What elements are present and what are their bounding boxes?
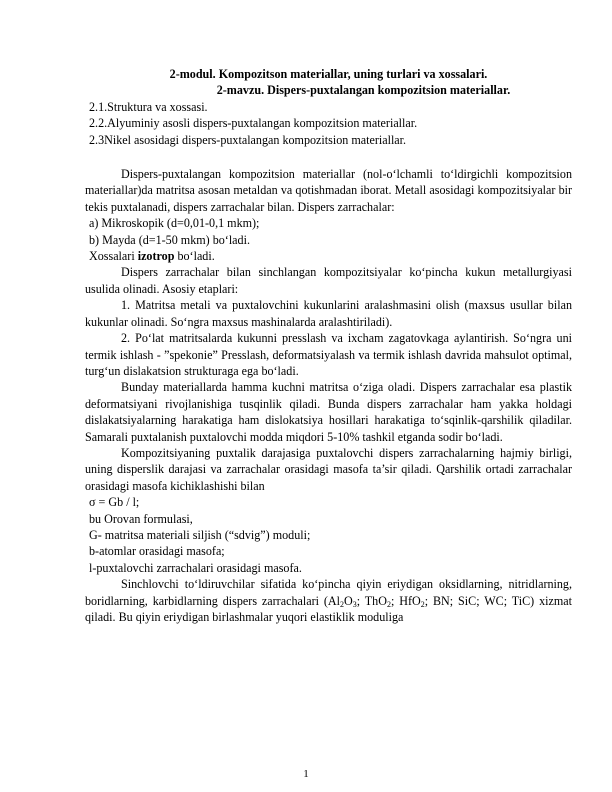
- topic-outline: [85, 99, 572, 148]
- outline-item: 2.2.Alyuminiy asosli dispers-puxtalangan kompozitsion materiallar.: [89, 116, 418, 131]
- orowan-formula: σ = Gb / l;: [89, 495, 140, 510]
- formula-var-l: l-puxtalovchi zarrachalari orasidagi masofa.: [89, 560, 302, 575]
- paragraph-fillers: [85, 576, 572, 625]
- formula-var-g: G- matritsa materiali siljish (“sdvig”) moduli;: [89, 527, 311, 542]
- fillers-text-a: Sinchlovchi to‘ldiruvchilar sifatida ko‘pincha qiyin eriydigan oksidlarning, nitridlarning, boridlarning, karbidlarning dispers zarrachalari (Al: [85, 577, 572, 608]
- list-item-small: b) Mayda (d=1-50 mkm) bo‘ladi.: [89, 232, 250, 247]
- properties-line: [85, 248, 572, 264]
- paragraph-intro: Dispers-puxtalangan kompozitsion materiallar (nol-o‘lchamli to‘ldirgichli kompozitsion materiallar)da matritsa asosan metaldan va qotishmadan iborat. Metall asosidagi kompozitsiyalar bir tekis puxtalanadi, dispers zarrachalar bilan. Dispers zarrachalar:: [85, 167, 572, 214]
- fillers-text-b: O: [344, 593, 353, 608]
- formula-note: bu Orovan formulasi,: [89, 511, 193, 526]
- paragraph-strengthening: Bunday materiallarda hamma kuchni matritsa o‘ziga oladi. Dispers zarrachalar esa plastik deformatsiyani rivojlanishiga tusqinlik qiladi. Bunda dispers zarrachalar ham yakka holdagi dislakatsiyalarning harakatiga ham dislokatsiya hosillari harakatiga to‘sqinlik-qarshilik qiladilar. Samarali puxtalanish puxtalovchi modda miqdori 5-10% tashkil etganda sodir bo‘ladi.: [85, 380, 572, 444]
- module-title: 2-modul. Kompozitson materiallar, uning turlari va xossalari.: [169, 67, 488, 81]
- fillers-text-e: ; BN; SiC; WC; TiC) xizmat qiladi. Bu qiyin eriydigan birlashmalar yuqori elastiklik moduliga: [85, 593, 572, 624]
- paragraph-step-1: 1. Matritsa metali va puxtalovchini kukunlarini aralashmasini olish (maxsus usullar bilan kukunlar olinadi. So‘ngra maxsus mashinalarda aralashtiriladi).: [85, 298, 572, 329]
- subscript: 2: [420, 599, 425, 609]
- list-item-microscopic: a) Mikroskopik (d=0,01-0,1 mkm);: [89, 216, 260, 231]
- paragraph-step-2: 2. Po‘lat matritsalarda kukunni presslash va ixcham zagatovkaga aylantirish. So‘ngra uni termik ishlash - ”spekonie” Presslash, deformatsiyalash va termik ishlash davrida mahsulot optimal, turg‘un dislakatsion strukturaga ega bo‘ladi.: [85, 331, 572, 378]
- subscript: 2: [340, 599, 344, 609]
- paragraph-powder-metallurgy: Dispers zarrachalar bilan sinchlangan kompozitsiyalar ko‘pincha kukun metallurgiyasi usulida olinadi. Asosiy etaplari:: [85, 265, 572, 296]
- fillers-text-c: ; ThO: [356, 593, 387, 608]
- outline-item: 2.1.Struktura va xossasi.: [89, 99, 208, 114]
- subscript: 3: [352, 599, 357, 609]
- fillers-text-d: ; HfO: [390, 593, 421, 608]
- subscript: 2: [386, 599, 391, 609]
- properties-suffix: bo‘ladi.: [174, 249, 215, 264]
- outline-item: 2.3Nikel asosidagi dispers-puxtalangan kompozitsion materiallar.: [89, 132, 407, 147]
- spacer: [85, 148, 572, 166]
- formula-var-b: b-atomlar orasidagi masofa;: [89, 544, 225, 559]
- page-number: 1: [303, 768, 309, 780]
- paragraph-degree: Kompozitsiyaning puxtalik darajasiga puxtalovchi dispers zarrachalarning hajmiy birligi, uning disperslik darajasi va zarrachalar orasidagi masofa ta’sir qiladi. Qarshilik ortadi zarrachalar orasidagi masofa kichiklashishi bilan: [85, 445, 572, 493]
- properties-prefix: Xossalari: [89, 249, 138, 264]
- document-page: [85, 66, 572, 625]
- isotropic-term: izotrop: [137, 249, 175, 264]
- topic-title: 2-mavzu. Dispers-puxtalangan kompozitsion materiallar.: [216, 83, 511, 98]
